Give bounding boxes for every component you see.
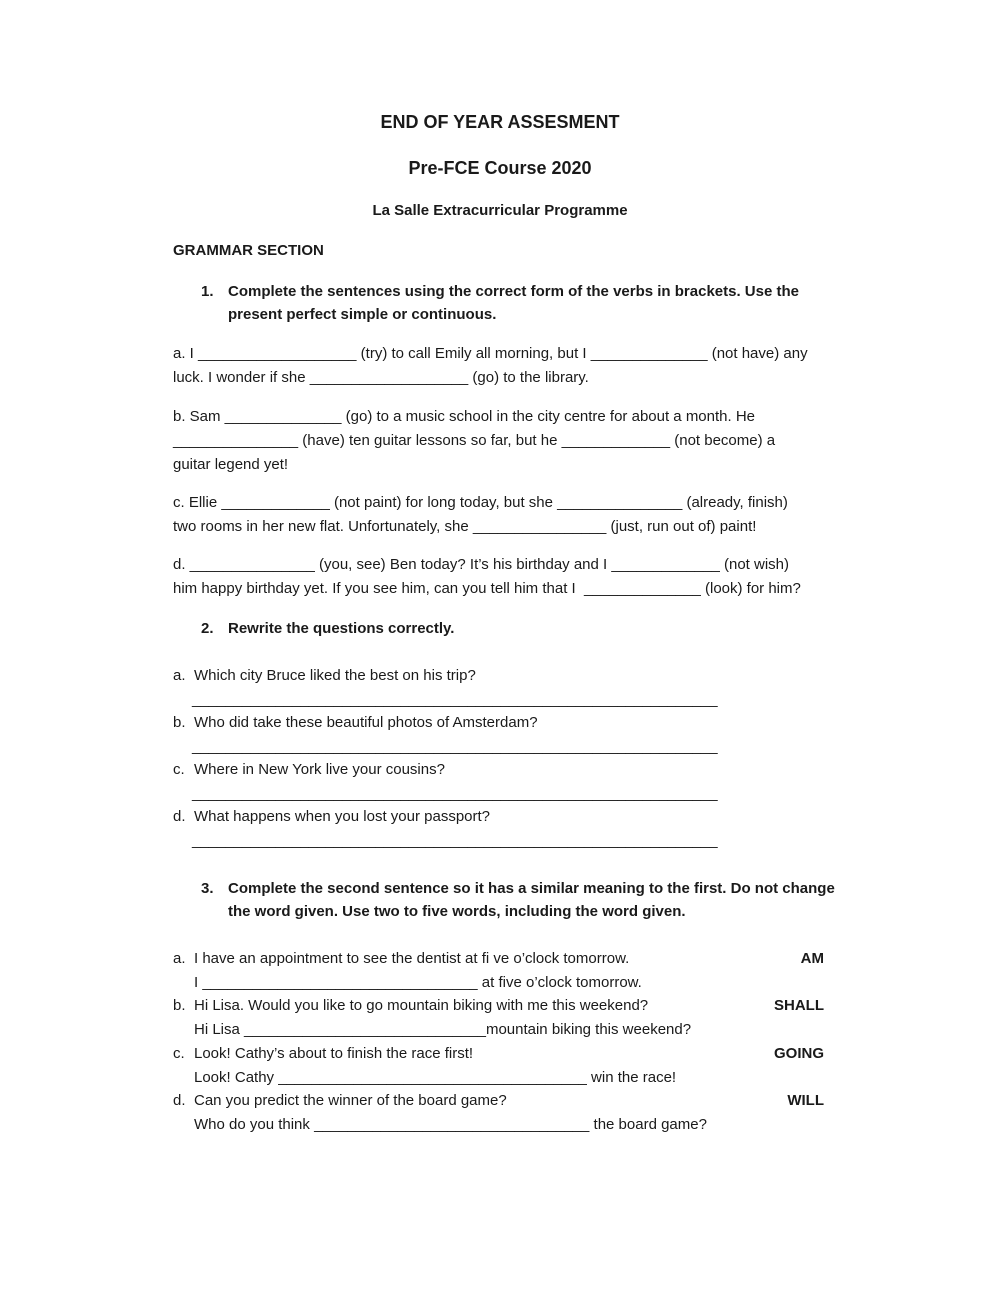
- q2-number: 2.: [201, 620, 214, 637]
- q3-rewrite[interactable]: Who do you think _________________________________ the board game?: [194, 1116, 707, 1133]
- q2-question: What happens when you lost your passport?: [194, 808, 491, 825]
- q3-letter: d.: [173, 1092, 186, 1109]
- answer-line[interactable]: _______________________________________________________________: [192, 785, 718, 802]
- q1-number: 1.: [201, 283, 214, 300]
- programme-title: La Salle Extracurricular Programme: [372, 202, 628, 219]
- q1-line: c. Ellie _____________ (not paint) for long today, but she _______________ (already, finish): [173, 494, 788, 511]
- q3-letter: c.: [173, 1045, 185, 1062]
- q3-letter: a.: [173, 950, 186, 967]
- q1-line: guitar legend yet!: [173, 456, 289, 473]
- section-heading: GRAMMAR SECTION: [173, 242, 324, 259]
- q3-instruction: Complete the second sentence so it has a similar meaning to the first. Do not change: [228, 880, 835, 897]
- q2-instruction: Rewrite the questions correctly.: [228, 620, 455, 637]
- q1-instruction: present perfect simple or continuous.: [228, 306, 497, 323]
- q1-line: _______________ (have) ten guitar lessons so far, but he _____________ (not become) a: [173, 432, 776, 449]
- q1-line: a. I ___________________ (try) to call Emily all morning, but I ______________ (not have) any: [173, 345, 808, 362]
- q3-letter: b.: [173, 997, 186, 1014]
- q3-sentence: Can you predict the winner of the board game?: [194, 1092, 507, 1109]
- q2-letter: b.: [173, 714, 186, 731]
- q1-line: him happy birthday yet. If you see him, can you tell him that I ______________ (look) for him?: [173, 580, 801, 597]
- answer-line[interactable]: _______________________________________________________________: [192, 738, 718, 755]
- q3-keyword: SHALL: [774, 997, 824, 1014]
- q3-number: 3.: [201, 880, 214, 897]
- q1-line: two rooms in her new flat. Unfortunately, she ________________ (just, run out of) paint!: [173, 518, 757, 535]
- q2-question: Where in New York live your cousins?: [194, 761, 445, 778]
- q2-letter: c.: [173, 761, 185, 778]
- q2-question: Who did take these beautiful photos of Amsterdam?: [194, 714, 538, 731]
- q3-instruction: the word given. Use two to five words, including the word given.: [228, 903, 686, 920]
- course-title: Pre-FCE Course 2020: [408, 158, 592, 178]
- q3-keyword: GOING: [773, 1045, 824, 1062]
- answer-line[interactable]: _______________________________________________________________: [192, 832, 718, 849]
- q3-keyword: AM: [800, 950, 824, 967]
- q3-keyword: WILL: [787, 1092, 824, 1109]
- q3-rewrite[interactable]: Hi Lisa _____________________________mountain biking this weekend?: [194, 1021, 692, 1038]
- q1-line: d. _______________ (you, see) Ben today? It’s his birthday and I _____________ (not wish): [173, 556, 790, 573]
- q1-instruction: Complete the sentences using the correct form of the verbs in brackets. Use the: [228, 283, 799, 300]
- q3-rewrite[interactable]: I _________________________________ at five o’clock tomorrow.: [194, 974, 642, 991]
- q1-line: b. Sam ______________ (go) to a music school in the city centre for about a month. He: [173, 408, 756, 425]
- q1-line: luck. I wonder if she ___________________ (go) to the library.: [173, 369, 589, 386]
- q2-question: Which city Bruce liked the best on his trip?: [194, 667, 476, 684]
- answer-line[interactable]: _______________________________________________________________: [192, 691, 718, 708]
- q3-sentence: Hi Lisa. Would you like to go mountain biking with me this weekend?: [194, 997, 649, 1014]
- q3-rewrite[interactable]: Look! Cathy _____________________________________ win the race!: [194, 1069, 677, 1086]
- q3-sentence: I have an appointment to see the dentist at fi ve o’clock tomorrow.: [194, 950, 630, 967]
- page-title: END OF YEAR ASSESMENT: [380, 112, 620, 132]
- q2-letter: d.: [173, 808, 186, 825]
- q2-letter: a.: [173, 667, 186, 684]
- q3-sentence: Look! Cathy’s about to finish the race first!: [194, 1045, 474, 1062]
